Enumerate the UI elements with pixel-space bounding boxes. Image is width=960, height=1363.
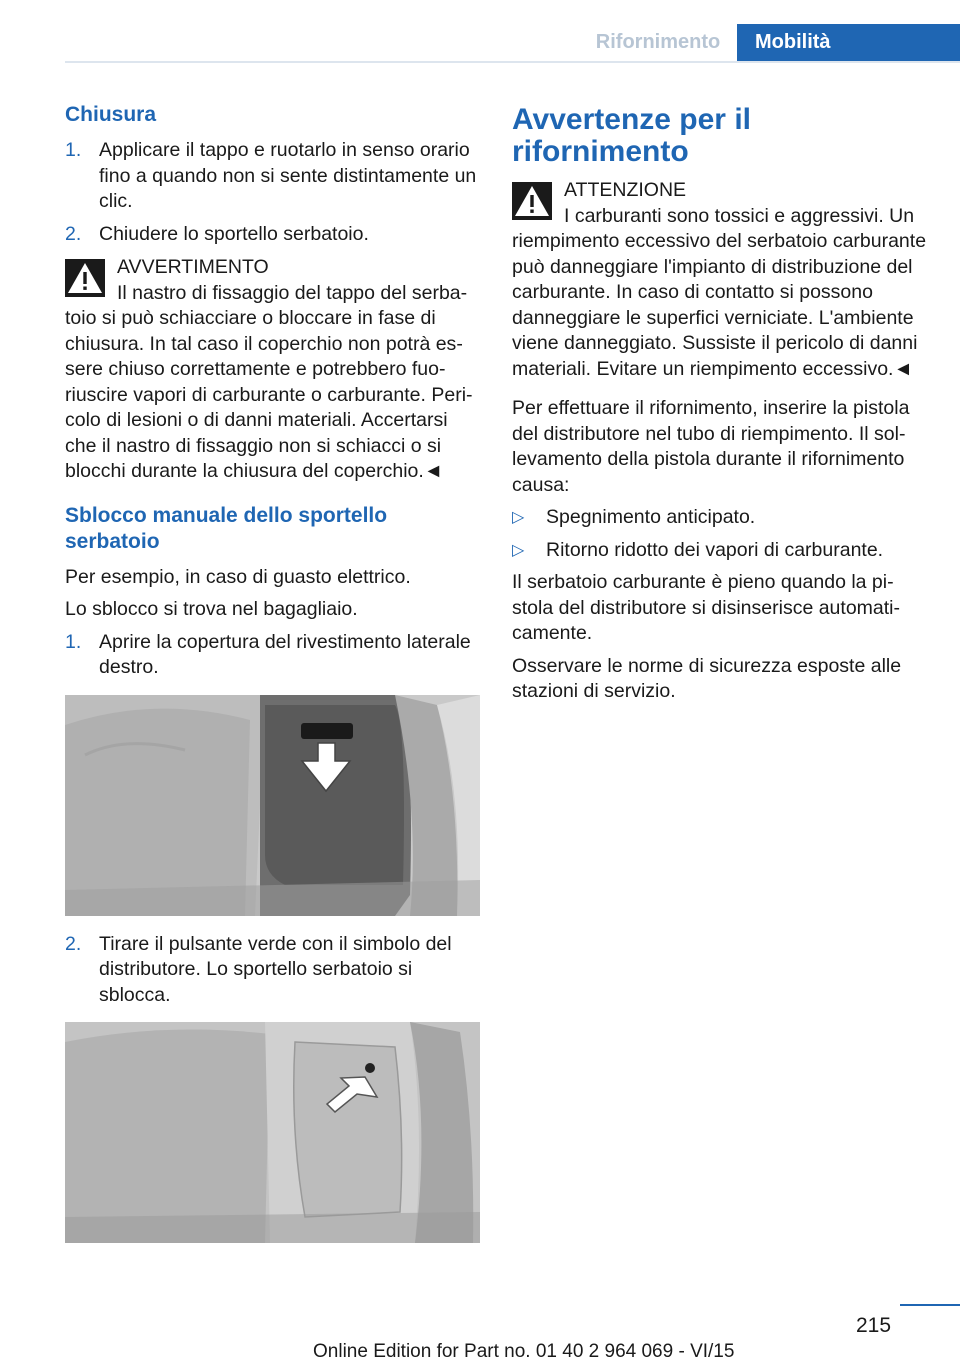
header-rule	[65, 61, 960, 63]
step-text: Tirare il pulsante verde con il simbolo del distributore. Lo sportello serbatoio si sblocca.	[99, 932, 452, 1006]
step-number: 1.	[65, 139, 82, 161]
header-section-tab: Rifornimento	[595, 31, 721, 53]
refuel-para-3: Osservare le norme di sicurezza esposte alle stazioni di servizio.	[512, 654, 902, 702]
manual-release-para-1: Per esempio, in caso di guasto elettrico.	[65, 565, 411, 588]
header-chapter-tab: Mobilità	[737, 24, 960, 61]
left-column	[65, 102, 480, 1259]
attention-block	[512, 178, 927, 382]
effects-list	[512, 505, 927, 563]
footer-rule	[900, 1304, 960, 1306]
manual-release-para-2: Lo sblocco si trova nel bagagliaio.	[65, 598, 358, 620]
refuel-notes-heading: Avvertenze per il rifornimento	[512, 103, 751, 168]
step-number: 2.	[65, 222, 82, 245]
manual-release-heading: Sblocco manuale dello sportello serbatoio	[65, 503, 388, 553]
warning-triangle-icon	[65, 259, 105, 297]
warning-title: AVVERTIMENTO	[117, 256, 269, 278]
list-item	[65, 932, 480, 1009]
list-item	[65, 222, 480, 248]
step-text: Applicare il tappo e ruotarlo in senso orario fino a quando non si sente distintamente un clic.	[99, 139, 477, 212]
page-number: 215	[856, 1314, 892, 1337]
bullet-triangle-icon: ▷	[512, 509, 525, 526]
warning-text: Il nastro di fissaggio del tappo del serbatoio si può schiacciare o bloccare in fase di chiusura. In tal caso il coperchio non potrà essere chiuso correttamente e potrebbero fuoriuscire vapori di carburante o carburante. Pericolo di lesioni o di danni materiali. Accertarsi che il nastro di fissaggio non si schiacci o si blocchi durante la chiusura del coperchio.◄	[65, 281, 473, 482]
attention-title: ATTENZIONE	[564, 179, 687, 201]
trunk-cover-figure	[65, 695, 480, 916]
manual-release-step-2	[65, 932, 480, 1009]
trunk-cover-illustration	[65, 695, 480, 916]
refuel-para-1: Per effettuare il rifornimento, inserire la pistola del distributore nel tubo di riempimento. Il sollevamento della pistola durante il rifornimento causa:	[512, 397, 910, 496]
bullet-text: Ritorno ridotto dei vapori di carburante.	[546, 538, 884, 561]
refuel-para-2: Il serbatoio carburante è pieno quando la pistola del distributore si disinserisce automaticamente.	[512, 571, 901, 644]
step-number: 1.	[65, 630, 82, 653]
list-item	[65, 138, 480, 215]
step-text: Chiudere lo sportello serbatoio.	[99, 222, 369, 245]
release-button-illustration	[65, 1022, 480, 1243]
bullet-triangle-icon: ▷	[512, 541, 525, 559]
closing-steps	[65, 138, 480, 247]
list-item	[512, 505, 927, 531]
list-item	[512, 538, 927, 564]
attention-text: I carburanti sono tossici e aggressivi. Un riempimento eccessivo del serbatoio carburante può danneggiare l'impianto di distribuzione del carburante. In caso di contatto si possono danneggiare le superfici verniciate. L'ambiente viene danneggiato. Sussiste il pericolo di danni materiali. Evitare un riempimento eccessivo.◄	[512, 204, 927, 380]
step-number: 2.	[65, 932, 82, 955]
right-column	[512, 104, 927, 712]
list-item	[65, 630, 480, 681]
attention-triangle-icon	[512, 182, 552, 220]
release-button-figure	[65, 1022, 480, 1243]
bullet-text: Spegnimento anticipato.	[546, 506, 756, 528]
warning-block	[65, 255, 480, 485]
step-text: Aprire la copertura del rivestimento laterale destro.	[99, 630, 471, 678]
manual-release-step-1	[65, 630, 480, 681]
closing-heading: Chiusura	[65, 103, 157, 126]
edition-footer: Online Edition for Part no. 01 40 2 964 069 - VI/15	[313, 1341, 735, 1362]
